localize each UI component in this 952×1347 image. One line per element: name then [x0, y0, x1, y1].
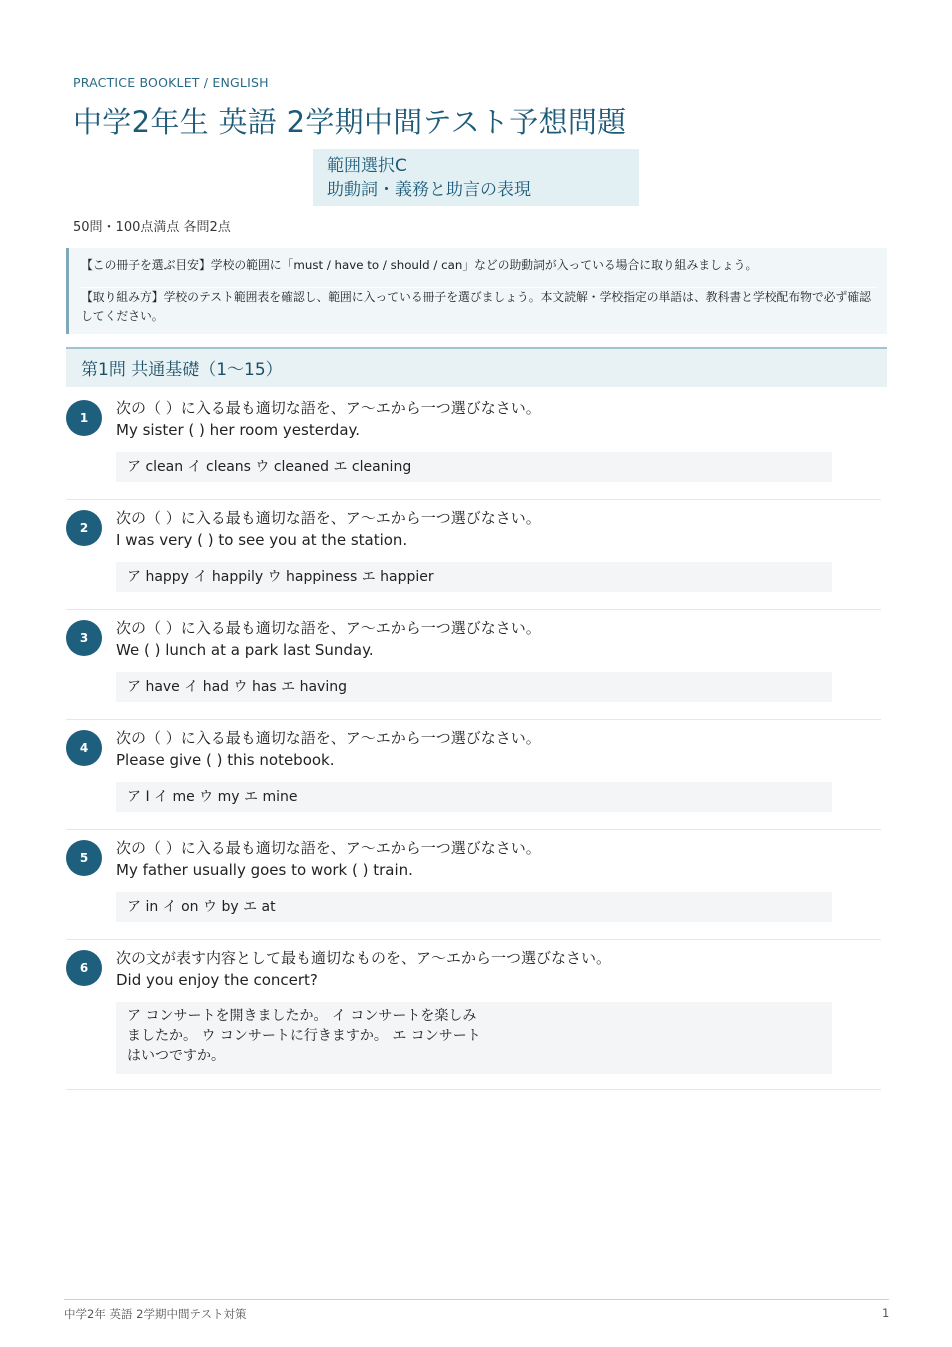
answer-options: ア clean イ cleans ウ cleaned エ cleaning — [116, 452, 832, 482]
answer-options — [116, 1002, 832, 1074]
range-badge — [313, 149, 639, 206]
test-meta: 50問・100点満点 各問2点 — [73, 220, 231, 235]
range-code: 範囲選択C — [327, 156, 407, 176]
question-list — [66, 390, 881, 1090]
question-item — [66, 830, 881, 940]
answer-options: ア have イ had ウ has エ having — [116, 672, 832, 702]
question-instruction: 次の文が表す内容として最も適切なものを、ア〜エから一つ選びなさい。 — [116, 949, 612, 967]
question-item — [66, 500, 881, 610]
section-heading: 第1問 共通基礎（1〜15） — [66, 347, 887, 387]
question-instruction: 次の（ ）に入る最も適切な語を、ア〜エから一つ選びなさい。 — [116, 399, 541, 417]
answer-options-text: ア コンサートを開きましたか。 イ コンサートを楽しみましたか。 ウ コンサートに行きますか。 エ コンサートはいつですか。 — [127, 1008, 481, 1064]
question-instruction: 次の（ ）に入る最も適切な語を、ア〜エから一つ選びなさい。 — [116, 729, 541, 747]
question-number-badge: 3 — [66, 620, 102, 656]
question-sentence: We ( ) lunch at a park last Sunday. — [116, 641, 374, 659]
question-number-badge: 4 — [66, 730, 102, 766]
page-title: 中学2年生 英語 2学期中間テスト予想問題 — [73, 105, 627, 139]
question-sentence: My father usually goes to work ( ) train. — [116, 861, 413, 879]
question-item — [66, 720, 881, 830]
question-number-badge: 6 — [66, 950, 102, 986]
selection-guide-note: 【この冊子を選ぶ目安】学校の範囲に「must / have to / should / can」などの助動詞が入っている場合に取り組みましょう。 — [81, 258, 758, 272]
question-number-badge: 5 — [66, 840, 102, 876]
question-number-badge: 1 — [66, 400, 102, 436]
booklet-label: PRACTICE BOOKLET / ENGLISH — [73, 75, 269, 90]
question-item — [66, 940, 881, 1090]
question-sentence: I was very ( ) to see you at the station. — [116, 531, 408, 549]
question-instruction: 次の（ ）に入る最も適切な語を、ア〜エから一つ選びなさい。 — [116, 509, 541, 527]
range-topic: 助動詞・義務と助言の表現 — [327, 180, 531, 200]
footer-title: 中学2年 英語 2学期中間テスト対策 — [64, 1307, 247, 1321]
answer-options: ア I イ me ウ my エ mine — [116, 782, 832, 812]
question-instruction: 次の（ ）に入る最も適切な語を、ア〜エから一つ選びなさい。 — [116, 839, 541, 857]
question-number-badge: 2 — [66, 510, 102, 546]
answer-options: ア in イ on ウ by エ at — [116, 892, 832, 922]
page-number: 1 — [882, 1306, 890, 1320]
question-item — [66, 390, 881, 500]
question-item — [66, 610, 881, 720]
question-sentence: My sister ( ) her room yesterday. — [116, 421, 361, 439]
footer-divider — [64, 1299, 889, 1300]
question-sentence: Did you enjoy the concert? — [116, 971, 318, 989]
how-to-work-note: 【取り組み方】学校のテスト範囲表を確認し、範囲に入っている冊子を選びましょう。本文読解・学校指定の単語は、教科書と学校配布物で必ず確認してください。 — [81, 287, 877, 326]
guidance-notes — [66, 248, 887, 334]
question-sentence: Please give ( ) this notebook. — [116, 751, 335, 769]
question-instruction: 次の（ ）に入る最も適切な語を、ア〜エから一つ選びなさい。 — [116, 619, 541, 637]
answer-options: ア happy イ happily ウ happiness エ happier — [116, 562, 832, 592]
